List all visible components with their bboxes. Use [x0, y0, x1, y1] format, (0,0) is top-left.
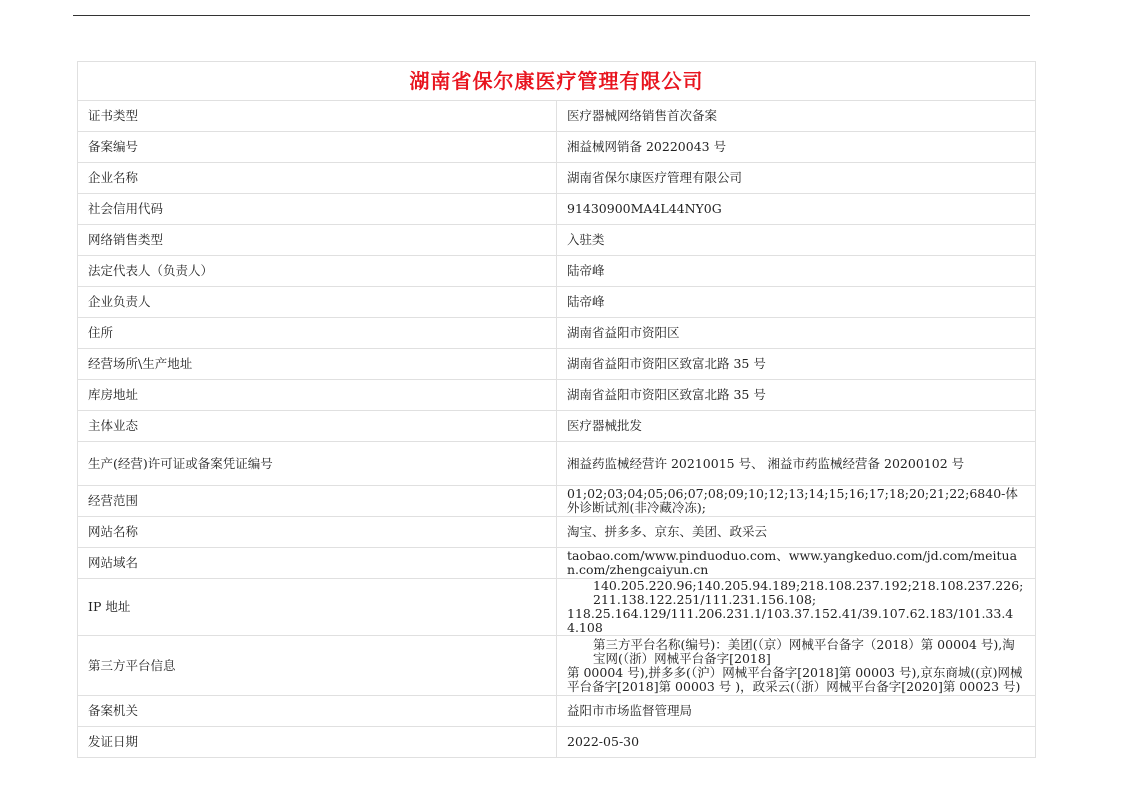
row-label-company-name: 企业名称 — [78, 163, 557, 194]
row-value-business-form: 医疗器械批发 — [557, 411, 1036, 442]
table-row — [78, 411, 1036, 442]
row-label-ip-address: IP 地址 — [78, 579, 557, 636]
row-label-company-head: 企业负责人 — [78, 287, 557, 318]
row-label-business-address: 经营场所\生产地址 — [78, 349, 557, 380]
row-label-record-number: 备案编号 — [78, 132, 557, 163]
table-row — [78, 101, 1036, 132]
row-value-warehouse-address: 湖南省益阳市资阳区致富北路 35 号 — [557, 380, 1036, 411]
row-value-record-number: 湘益械网销备 20220043 号 — [557, 132, 1036, 163]
table-row — [78, 579, 1036, 636]
table-row — [78, 442, 1036, 486]
row-label-warehouse-address: 库房地址 — [78, 380, 557, 411]
top-divider — [73, 15, 1030, 16]
third-party-line-1: 第三方平台名称(编号)：美团(（京）网械平台备字（2018）第 00004 号),淘宝网(（浙）网械平台备字[2018] — [593, 636, 1015, 666]
row-label-website-name: 网站名称 — [78, 517, 557, 548]
row-value-business-scope: 01;02;03;04;05;06;07;08;09;10;12;13;14;15;16;17;18;20;21;22;6840-体外诊断试剂(非冷藏冷冻); — [557, 486, 1036, 517]
row-label-cert-type: 证书类型 — [78, 101, 557, 132]
row-value-record-authority: 益阳市市场监督管理局 — [557, 696, 1036, 727]
table-row — [78, 517, 1036, 548]
row-value-website-name: 淘宝、拼多多、京东、美团、政采云 — [557, 517, 1036, 548]
row-label-sales-type: 网络销售类型 — [78, 225, 557, 256]
ip-address-line-2: 118.25.164.129/111.206.231.1/103.37.152.41/39.107.62.183/101.33.44.108 — [567, 606, 1014, 635]
table-row — [78, 194, 1036, 225]
row-value-company-head: 陆帝峰 — [557, 287, 1036, 318]
row-label-license-number: 生产(经营)许可证或备案凭证编号 — [78, 442, 557, 486]
row-value-third-party-platform — [557, 636, 1036, 696]
table-row — [78, 163, 1036, 194]
row-value-website-domain: taobao.com/www.pinduoduo.com、www.yangkeduo.com/jd.com/meituan.com/zhengcaiyun.cn — [557, 548, 1036, 579]
row-label-issue-date: 发证日期 — [78, 727, 557, 758]
row-label-website-domain: 网站域名 — [78, 548, 557, 579]
row-label-third-party-platform: 第三方平台信息 — [78, 636, 557, 696]
row-label-business-form: 主体业态 — [78, 411, 557, 442]
table-row — [78, 349, 1036, 380]
certificate-table — [77, 61, 1036, 758]
row-value-cert-type: 医疗器械网络销售首次备案 — [557, 101, 1036, 132]
row-value-ip-address — [557, 579, 1036, 636]
row-label-record-authority: 备案机关 — [78, 696, 557, 727]
row-value-sales-type: 入驻类 — [557, 225, 1036, 256]
row-label-residence: 住所 — [78, 318, 557, 349]
row-label-business-scope: 经营范围 — [78, 486, 557, 517]
row-value-issue-date: 2022-05-30 — [557, 727, 1036, 758]
row-value-company-name: 湖南省保尔康医疗管理有限公司 — [557, 163, 1036, 194]
table-row — [78, 548, 1036, 579]
table-row — [78, 727, 1036, 758]
title-row — [78, 62, 1036, 101]
table-row — [78, 256, 1036, 287]
row-value-business-address: 湖南省益阳市资阳区致富北路 35 号 — [557, 349, 1036, 380]
company-title: 湖南省保尔康医疗管理有限公司 — [78, 62, 1036, 101]
table-row — [78, 380, 1036, 411]
row-value-credit-code: 91430900MA4L44NY0G — [557, 194, 1036, 225]
third-party-line-2: 第 00004 号),拼多多(（沪）网械平台备字[2018]第 00003 号),京东商城((京)网械平台备字[2018]第 00003 号 )，政采云(（浙）网械平台备字[2020]第 00023 号) — [567, 664, 1023, 694]
table-row — [78, 225, 1036, 256]
table-row — [78, 287, 1036, 318]
row-label-legal-rep: 法定代表人（负责人） — [78, 256, 557, 287]
row-value-residence: 湖南省益阳市资阳区 — [557, 318, 1036, 349]
table-row — [78, 636, 1036, 696]
ip-address-line-1: 140.205.220.96;140.205.94.189;218.108.237.192;218.108.237.226;211.138.122.251/111.231.156.108; — [593, 578, 1024, 607]
row-label-credit-code: 社会信用代码 — [78, 194, 557, 225]
row-value-legal-rep: 陆帝峰 — [557, 256, 1036, 287]
table-row — [78, 486, 1036, 517]
row-value-license-number: 湘益药监械经营许 20210015 号、 湘益市药监械经营备 20200102 号 — [557, 442, 1036, 486]
table-row — [78, 696, 1036, 727]
table-row — [78, 132, 1036, 163]
table-row — [78, 318, 1036, 349]
